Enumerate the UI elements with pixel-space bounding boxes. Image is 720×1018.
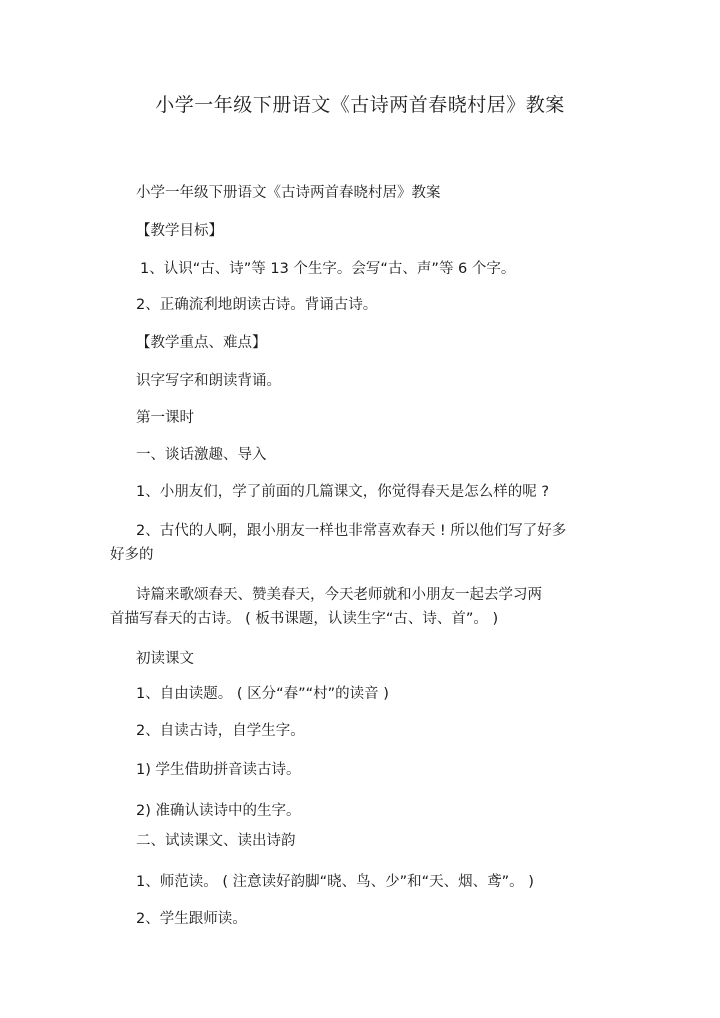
document-subtitle: 小学一年级下册语文《古诗两首春晓村居》教案	[136, 185, 441, 201]
reading-2-sub-1: 1) 学生借助拼音读古诗。	[136, 762, 301, 778]
section-2-heading: 二、试读课文、读出诗韵	[136, 833, 296, 849]
reading-2: 2、自读古诗，自学生字。	[136, 723, 305, 739]
practice-2: 2、学生跟师读。	[136, 911, 247, 927]
intro-3-line-2: 首描写春天的古诗。 ( 板书课题，认读生字“古、诗、首”。 )	[110, 611, 499, 627]
document-title: 小学一年级下册语文《古诗两首春晓村居》教案	[155, 94, 565, 116]
goal-2: 2、正确流利地朗读古诗。背诵古诗。	[136, 297, 378, 313]
goal-1: 1、认识“古、诗”等 13 个生字。会写“古、声”等 6 个字。	[140, 261, 516, 277]
first-reading-heading: 初读课文	[136, 651, 194, 667]
intro-1: 1、小朋友们，学了前面的几篇课文，你觉得春天是怎么样的呢 ?	[136, 484, 550, 500]
key-points-heading: 【教学重点、难点】	[136, 335, 267, 351]
lesson-heading: 第一课时	[136, 410, 194, 426]
section-1-heading: 一、谈话激趣、导入	[136, 447, 267, 463]
intro-2-line-1: 2、古代的人啊，跟小朋友一样也非常喜欢春天 ! 所以他们写了好多	[136, 523, 567, 539]
intro-3-line-1: 诗篇来歌颂春天、赞美春天，今天老师就和小朋友一起去学习两	[136, 587, 542, 603]
intro-2-line-2: 好多的	[110, 547, 154, 563]
key-points-text: 识字写字和朗读背诵。	[136, 373, 281, 389]
practice-1: 1、师范读。 ( 注意读好韵脚“晓、鸟、少”和“天、烟、鸢”。 )	[136, 874, 534, 890]
goals-heading: 【教学目标】	[136, 223, 223, 239]
reading-2-sub-2: 2) 准确认读诗中的生字。	[136, 803, 301, 819]
reading-1: 1、自由读题。 ( 区分“春”“村”的读音 )	[136, 686, 389, 702]
